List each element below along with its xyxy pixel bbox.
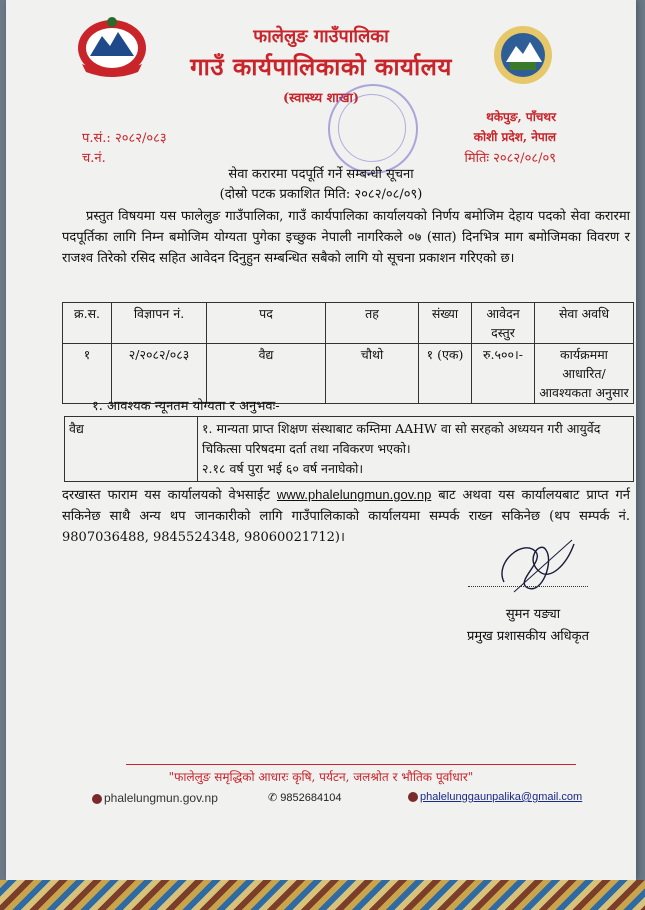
notice-subtitle: (दोस्रो पटक प्रकाशित मिति: २०८२/०८/०९): [219, 187, 423, 202]
address-line-2: कोशी प्रदेश, नेपाल: [473, 130, 556, 144]
footer-slogan: "फालेलुङ समृद्धिको आधारः कृषि, पर्यटन, जलश्रोत र भौतिक पूर्वाधार": [168, 770, 474, 784]
contact-text-after: बाट अथवा यस कार्यालयबाट प्राप्त गर्न सकिनेछ साथै अन्य थप जानकारीको लागि गाउँपालिकाको कार्यालयमा सम्पर्क राख्न सकिनेछ (थप सम्पर्क नं. 9807036488, 9845524348, 98060021712)।: [62, 488, 630, 545]
col-header: आवेदन दस्तुर: [472, 303, 535, 344]
signer-title: प्रमुख प्रशासकीय अधिकृत: [466, 629, 590, 644]
signer-name: सुमन यङ्या: [505, 607, 561, 622]
table-cell: १ (एक): [419, 344, 472, 404]
qualification-item: १. मान्यता प्राप्त शिक्षण संस्थाबाट कम्तिमा AAHW वा सो सरहको अध्ययन गरी आयुर्वेद चिकित्सा परिषदमा दर्ता तथा नविकरण भएको।: [202, 421, 601, 456]
branch-name: (स्वास्थ्य शाखा): [282, 91, 360, 106]
document-page: [6, 0, 636, 880]
email-icon: [408, 792, 418, 802]
office-stamp: [328, 84, 418, 174]
decorative-border: [0, 880, 645, 910]
col-header: पद: [207, 303, 326, 344]
notice-body: प्रस्तुत विषयमा यस फालेलुङ गाउँपालिका, गाउँ कार्यपालिका कार्यालयको निर्णय बमोजिम देहाय पदको सेवा करारमा पदपूर्तिका लागि निम्न बमोजिम योग्यता पुगेका इच्छुक नेपाली नागरिकले ०७ (सात) दिनभित्र माग बमोजिमका विवरण र राजश्व तिरेको रसिद सहित आवेदन दिनुहुन सम्बन्धित सबैको लागि यो सूचना प्रकाशन गरिएको छ।: [62, 209, 630, 266]
col-header: सेवा अवधि: [535, 303, 634, 344]
qualification-items: [198, 417, 634, 482]
col-header: विज्ञापन नं.: [112, 303, 207, 344]
footer-phone: ✆ 9852684104: [268, 792, 342, 804]
qualification-table: [64, 416, 634, 482]
table-cell: वैद्य: [207, 344, 326, 404]
col-header: संख्या: [419, 303, 472, 344]
municipality-name: फालेलुङ गाउँपालिका: [253, 26, 389, 47]
globe-icon: [92, 794, 102, 804]
signature-line: [468, 586, 588, 587]
dispatch-number: च.नं.: [82, 151, 106, 166]
col-header: तह: [326, 303, 419, 344]
table-cell: १: [63, 344, 112, 404]
notice-date: मितिः २०८२/०८/०९: [464, 151, 556, 166]
footer-website[interactable]: phalelungmun.gov.np: [92, 791, 218, 805]
reference-number: प.सं.: २०८२/०८३: [82, 131, 167, 146]
qualification-item: २.१८ वर्ष पुरा भई ६० वर्ष ननाघेको।: [202, 461, 364, 476]
signature-image: [484, 532, 580, 602]
phone-icon: ✆: [268, 792, 281, 804]
footer-divider: [126, 764, 576, 765]
col-header: क्र.स.: [63, 303, 112, 344]
table-header-row: [63, 303, 634, 344]
qualification-heading: १. आवश्यक न्यूनतम योग्यता र अनुभवः-: [92, 399, 280, 414]
table-cell: २/२०८२/०८३: [112, 344, 207, 404]
contact-text-before: दरखास्त फाराम यस कार्यालयको वेभसाईट: [62, 488, 277, 503]
footer-email[interactable]: phalelunggaunpalika@gmail.com: [408, 791, 582, 803]
vacancy-table: [62, 302, 634, 404]
address-line-1: थकेपुङ, पाँचथर: [486, 110, 556, 124]
table-cell: कार्यक्रममा आधारित/ आवश्यकता अनुसार: [535, 344, 634, 404]
table-row: [65, 417, 634, 482]
table-cell: रु.५००।-: [472, 344, 535, 404]
qualification-post: वैद्य: [65, 417, 198, 482]
office-name: गाउँ कार्यपालिकाको कार्यालय: [190, 52, 452, 81]
website-link[interactable]: www.phalelungmun.gov.np: [276, 487, 432, 502]
notice-title: सेवा करारमा पदपूर्ति गर्ने सम्बन्धी सूचना: [228, 167, 414, 182]
table-cell: चौथो: [326, 344, 419, 404]
table-row: [63, 344, 634, 404]
